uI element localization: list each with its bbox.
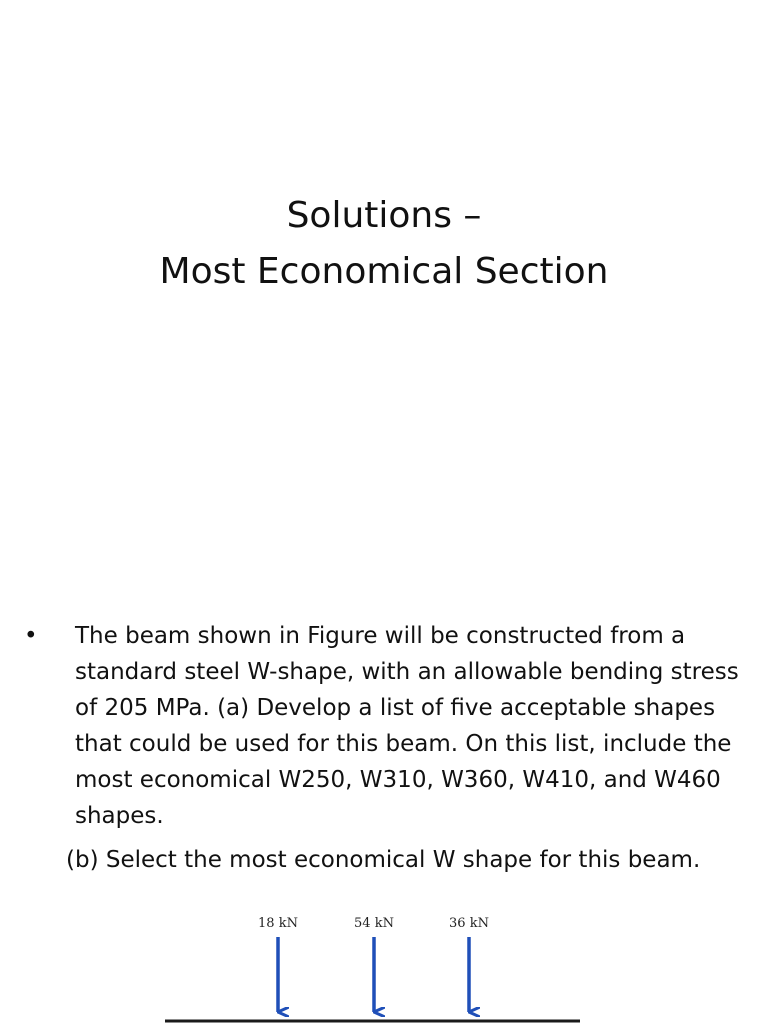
beam-figure (160, 905, 590, 1024)
title-line-2: Most Economical Section (159, 251, 609, 292)
problem-bullet (24, 618, 744, 834)
bullet-marker: • (24, 623, 38, 649)
load-label-1: 18 kN (258, 916, 298, 931)
problem-statement: The beam shown in Figure will be constructed from a standard steel W-shape, with an allowable bending stress of 205 MPa. (a) Develop a list of five acceptable shapes that could be used for this beam. On this list, include the most economical W250, W310, W360, W410, and W460 shapes. (75, 623, 739, 829)
load-label-2: 54 kN (354, 916, 394, 931)
beam-diagram (160, 905, 590, 1024)
slide-title (0, 188, 768, 300)
part-b-question: (b) Select the most economical W shape for this beam. (66, 847, 701, 873)
load-label-3: 36 kN (449, 916, 489, 931)
title-line-1: Solutions – (286, 195, 482, 236)
